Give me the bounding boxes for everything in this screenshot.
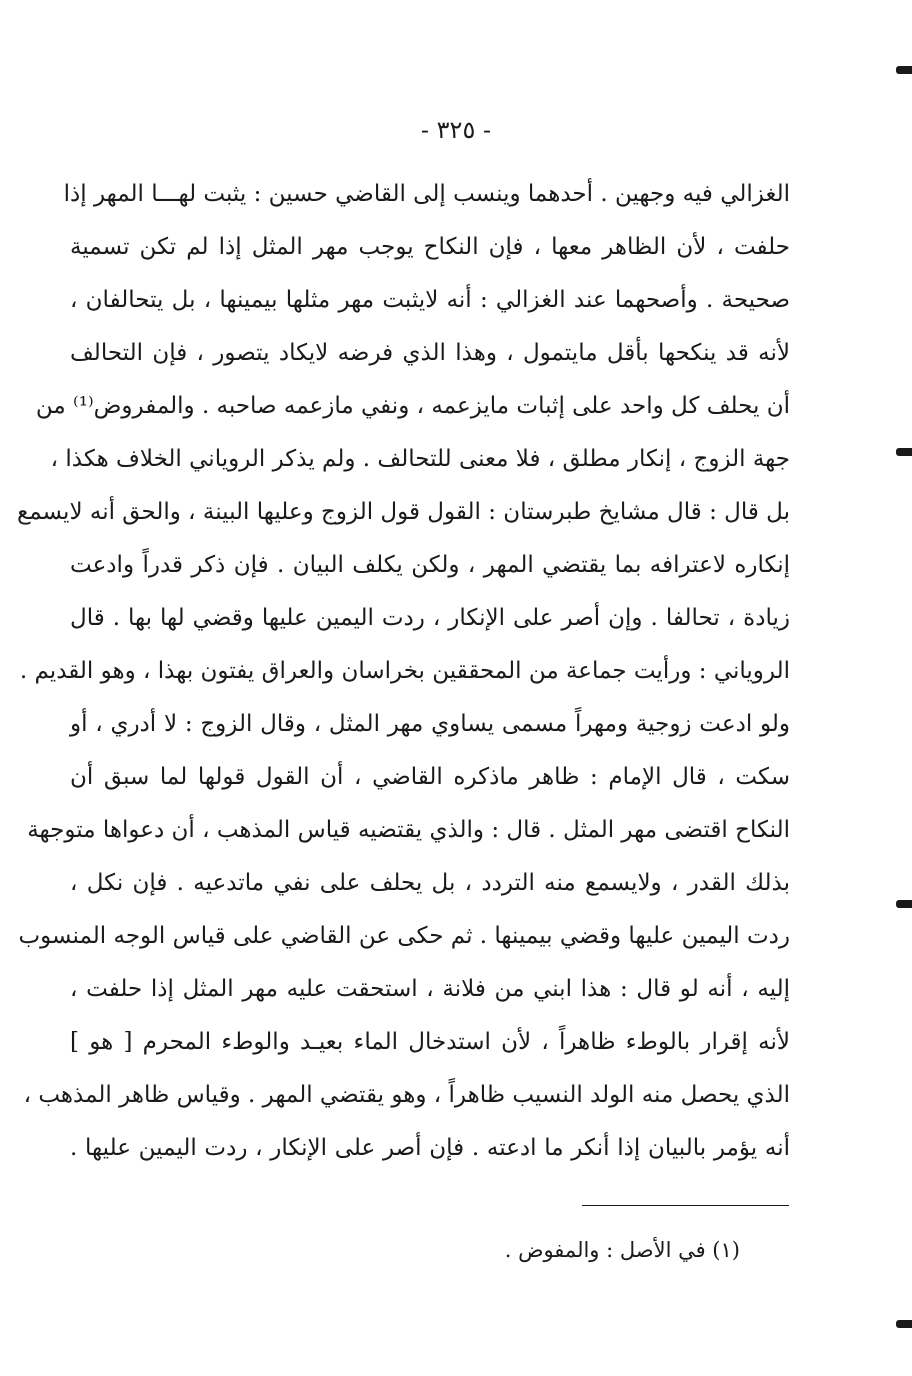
text-line: بل قال : قال مشايخ طبرستان : القول قول الزوج وعليها البينة ، والحق أنه لايسمع — [16, 499, 790, 525]
text-line: أن يحلف كل واحد على إثبات مايزعمه ، ونفي مازعمه صاحبه . والمفروض⁽¹⁾ من — [35, 393, 790, 419]
text-line: حلفت ، لأن الظاهر معها ، فإن النكاح يوجب مهر المثل إذا لم تكن تسمية — [70, 234, 790, 260]
text-line: ردت اليمين عليها وقضي بيمينها . ثم حكى عن القاضي على قياس الوجه المنسوب — [18, 923, 790, 949]
text-line: الروياني : ورأيت جماعة من المحققين بخراسان والعراق يفتون بهذا ، وهو القديم . — [19, 658, 790, 684]
text-line: بذلك القدر ، ولايسمع منه التردد ، بل يحلف على نفي ماتدعيه . فإن نكل ، — [70, 870, 790, 896]
text-line: لأنه إقرار بالوطء ظاهراً ، لأن استدخال الماء بعيـد والوطء المحرم [ هو ] — [70, 1029, 790, 1055]
text-line: زيادة ، تحالفا . وإن أصر على الإنكار ، ردت اليمين عليها وقضي لها بها . قال — [70, 605, 790, 631]
text-line: الغزالي فيه وجهين . أحدهما وينسب إلى القاضي حسين : يثبت لهـــا المهر إذا — [63, 181, 790, 207]
text-line: أنه يؤمر بالبيان إذا أنكر ما ادعته . فإن أصر على الإنكار ، ردت اليمين عليها . — [70, 1135, 790, 1161]
text-line: إليه ، أنه لو قال : هذا ابني من فلانة ، استحقت عليه مهر المثل إذا حلفت ، — [70, 976, 790, 1002]
footnote-divider — [582, 1205, 789, 1206]
main-text — [16, 168, 790, 1175]
page-number: - ٣٢٥ - — [420, 116, 492, 144]
text-line: النكاح اقتضى مهر المثل . قال : والذي يقتضيه قياس المذهب ، أن دعواها متوجهة — [27, 817, 790, 843]
text-line: صحيحة . وأصحهما عند الغزالي : أنه لايثبت مهر مثلها بيمينها ، بل يتحالفان ، — [70, 287, 790, 313]
scan-edge-mark — [896, 1320, 912, 1328]
footnote: (١) في الأصل : والمفوض . — [504, 1238, 740, 1262]
scan-edge-mark — [896, 66, 912, 74]
text-line: ولو ادعت زوجية ومهراً مسمى يساوي مهر المثل ، وقال الزوج : لا أدري ، أو — [70, 711, 790, 737]
text-line: لأنه قد ينكحها بأقل مايتمول ، وهذا الذي فرضه لايكاد يتصور ، فإن التحالف — [70, 340, 790, 366]
text-line: الذي يحصل منه الولد النسيب ظاهراً ، وهو يقتضي المهر . وقياس ظاهر المذهب ، — [23, 1082, 790, 1108]
text-line: سكت ، قال الإمام : ظاهر ماذكره القاضي ، أن القول قولها لما سبق أن — [70, 764, 790, 790]
text-line: جهة الزوج ، إنكار مطلق ، فلا معنى للتحالف . ولم يذكر الروياني الخلاف هكذا ، — [50, 446, 790, 472]
text-line: إنكاره لاعترافه بما يقتضي المهر ، ولكن يكلف البيان . فإن ذكر قدراً وادعت — [70, 552, 790, 578]
scan-edge-mark — [896, 448, 912, 456]
scan-edge-mark — [896, 900, 912, 908]
